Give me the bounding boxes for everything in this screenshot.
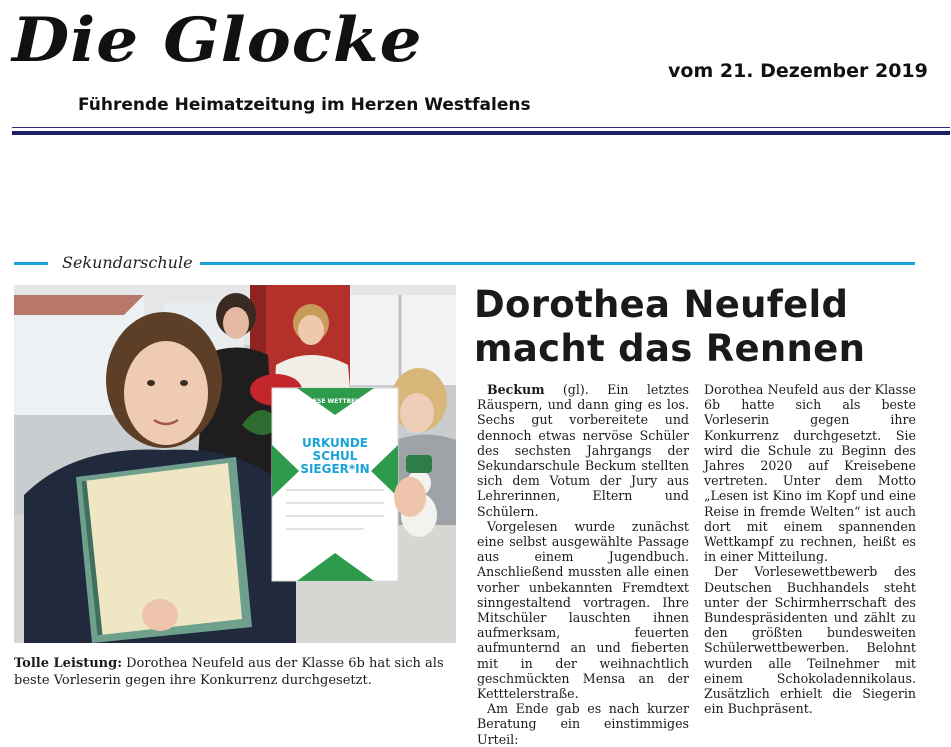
photo-illustration <box>14 285 456 643</box>
paragraph-intro <box>477 382 689 519</box>
dateline: Beckum <box>487 382 545 397</box>
caption-lead: Tolle Leistung: <box>14 656 122 671</box>
article-headline <box>474 283 944 371</box>
byline: (gl). <box>562 382 589 397</box>
issue-date: vom 21. Dezember 2019 <box>668 60 928 82</box>
section-label: Sekundarschule <box>56 253 199 272</box>
article-photo <box>14 285 456 643</box>
certificate-line1: URKUNDE <box>301 436 369 450</box>
masthead-rule-top <box>12 127 950 128</box>
caption-text: Dorothea Neufeld aus der Klasse 6b hat sich als beste Vorleserin gegen ihre Konkurrenz durchgesetzt. <box>14 656 444 688</box>
photo-caption <box>14 655 460 689</box>
article-column-2 <box>704 382 916 716</box>
article-column-1 <box>477 382 689 747</box>
paragraph-3: Am Ende gab es nach kurzer Beratung ein einstimmiges Urteil: <box>477 701 689 747</box>
certificate-top-text: VORLESE WETTBEWERB <box>294 398 376 405</box>
masthead-tagline: Führende Heimatzeitung im Herzen Westfalens <box>78 95 531 115</box>
headline-line-1: Dorothea Neufeld <box>474 283 849 326</box>
headline-line-2: macht das Rennen <box>474 327 866 370</box>
paragraph-2: Vorgelesen wurde zunächst eine selbst ausgewählte Passage aus einem Jugendbuch. Anschließend mussten alle einen vorher unbekannten Fremdtext sinngestaltend vortragen. Ihre Mitschüler lauschten ihnen aufmerksam, feuerten aufmunternd an und fieberten mit in der weihnachtlich geschmückten Mensa an der Ketttelerstraße. <box>477 518 689 702</box>
paragraph-4: Dorothea Neufeld aus der Klasse 6b hatte sich als beste Vorleserin gegen ihre Konkurrenz durchgesetzt. Sie wird die Schule zu Beginn des Jahres 2020 auf Kreisebene vertreten. Unter dem Motto „Lesen ist Kino im Kopf und eine Reise in fremde Welten“ ist auch dort mit einem spannenden Wettkampf zu rechnen, heißt es in einer Mitteilung. <box>704 382 916 565</box>
newspaper-masthead: Die Glocke <box>12 4 423 76</box>
section-bar-left <box>14 262 48 265</box>
paragraph-5: Der Vorlesewettbewerb des Deutschen Buchhandels steht unter der Schirmherrschaft des Bundespräsidenten und zählt zu den größten bundesweiten Schülerwettbewerben. Belohnt wurden alle Teilnehmer mit einem Schokoladennikolaus. Zusätzlich erhielt die Siegerin ein Buchpräsent. <box>704 564 916 717</box>
certificate-line2: SCHUL <box>312 449 358 463</box>
paragraph-intro-text: Ein letztes Räuspern, und dann ging es los. Sechs gut vorbereitete und dennoch etwas nervöse Schüler des sechsten Jahrgangs der Sekundarschule Beckum stellten sich dem Votum der Jury aus Lehrerinnen, Eltern und Schülern. <box>477 382 689 519</box>
masthead-rule-bottom <box>12 131 950 135</box>
section-bar-right <box>200 262 915 265</box>
certificate-line3: SIEGER*IN <box>300 462 370 476</box>
